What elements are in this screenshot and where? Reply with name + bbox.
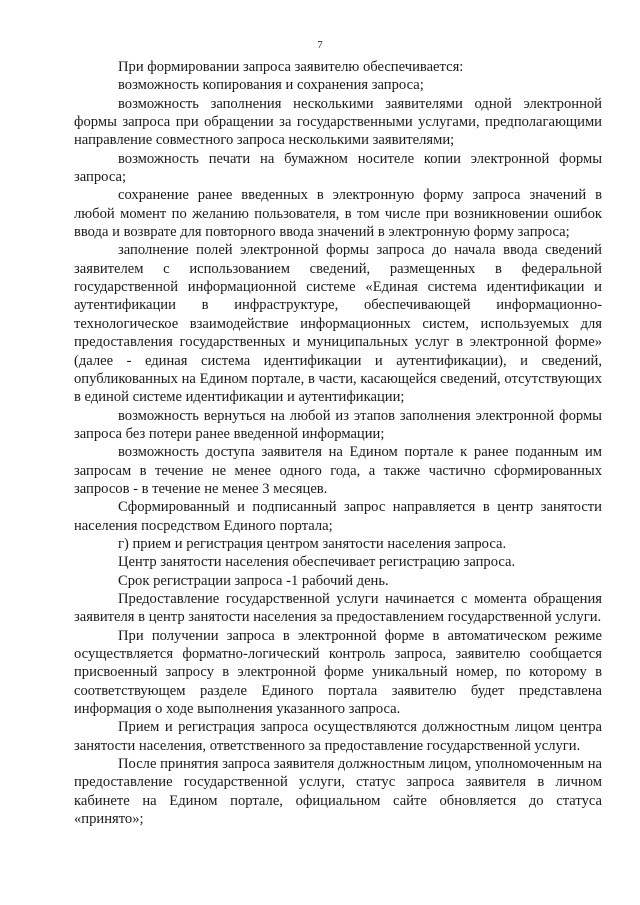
paragraph-multiple-applicants: возможность заполнения несколькими заявителями одной электронной формы запроса при обращении за государственными услугами, предполагающими направление совместного запроса несколькими заявителями; <box>74 95 602 149</box>
paragraph-registration-provided: Центр занятости населения обеспечивает регистрацию запроса. <box>118 554 516 571</box>
paragraph-request-sent: Сформированный и подписанный запрос направляется в центр занятости населения посредством Единого портала; <box>74 499 602 534</box>
paragraph-copy-save: возможность копирования и сохранения запроса; <box>118 77 424 94</box>
paragraph-request-formation-intro: При формировании запроса заявителю обеспечивается: <box>118 59 464 75</box>
paragraph-return-to-step: возможность вернуться на любой из этапов заполнения электронной формы запроса без потери ранее введенной информации; <box>74 407 602 442</box>
paragraph-service-start: Предоставление государственной услуги начинается с момента обращения заявителя в центр занятости населения за предоставлением государственной услуги. <box>74 590 602 626</box>
paragraph-item-g: г) прием и регистрация центром занятости населения запроса. <box>118 535 507 552</box>
paragraph-acceptance-officer: Прием и регистрация запроса осуществляются должностным лицом центра занятости населения, ответственного за предоставление государственной услуги. <box>74 719 602 754</box>
page-number: 7 <box>317 39 323 51</box>
document-body <box>74 58 602 828</box>
paragraph-status-accepted: После принятия запроса заявителя должностным лицом, уполномоченным на предоставление государственной услуги, статус запроса заявителя в личном кабинете на Едином портале, официальном сайте обновляется до статуса «принято»; <box>74 756 602 828</box>
paragraph-print-copy: возможность печати на бумажном носителе копии электронной формы запроса; <box>74 150 602 186</box>
paragraph-format-logic-control: При получении запроса в электронной форме в автоматическом режиме осуществляется форматно-логический контроль запроса, заявителю сообщается присвоенный запросу в электронной форме уникальный номер, по которому в соответствующем разделе Единого портала заявителю будет представлена информация о ходе выполнения указанного запроса. <box>74 627 602 718</box>
paragraph-access-previous-requests: возможность доступа заявителя на Едином портале к ранее поданным им запросам в течение не менее одного года, а также частично сформированных запросов - в течение не менее 3 месяцев. <box>74 444 602 497</box>
paragraph-autofill-esia: заполнение полей электронной формы запроса до начала ввода сведений заявителем с использованием сведений, размещенных в федеральной государственной информационной системе «Единая система идентификации и аутентификации в инфраструктуре, обеспечивающей информационно-технологическое взаимодействие информационных систем, используемых для предоставления государственных и муниципальных услуг в электронной форме» (далее - единая система идентификации и аутентификации), и сведений, опубликованных на Едином портале, в части, касающейся сведений, отсутствующих в единой системе идентификации и аутентификации; <box>74 242 602 406</box>
paragraph-save-values: сохранение ранее введенных в электронную форму запроса значений в любой момент по желанию пользователя, в том числе при возникновении ошибок ввода и возврате для повторного ввода значений в электронную форму запроса; <box>74 187 602 241</box>
paragraph-registration-term: Срок регистрации запроса -1 рабочий день. <box>118 572 389 589</box>
